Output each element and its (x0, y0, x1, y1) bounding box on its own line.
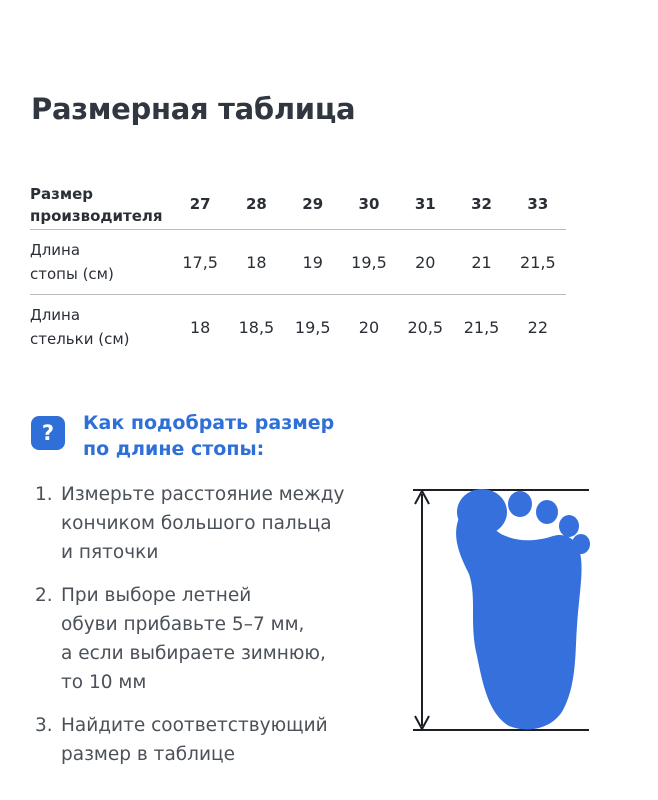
step-line: Измерьте расстояние между (61, 484, 345, 505)
foot-length-label (30, 230, 172, 295)
insole-length-label-line-2: стельки (см) (30, 330, 130, 348)
size-cell: 31 (414, 194, 436, 213)
foot-length-cell: 20 (397, 230, 453, 295)
question-icon: ? (31, 416, 65, 450)
foot-length-row (30, 230, 566, 295)
step-number: 2. (35, 585, 53, 606)
size-header-row (30, 178, 566, 230)
foot-length-label-line-2: стопы (см) (30, 265, 114, 283)
insole-length-label (30, 295, 172, 360)
insole-length-row (30, 295, 566, 360)
step-number: 1. (35, 484, 53, 505)
insole-length-cell: 22 (510, 295, 566, 360)
size-cell: 30 (358, 194, 380, 213)
size-cell: 28 (245, 194, 267, 213)
step-2 (35, 581, 385, 697)
help-title (83, 410, 334, 462)
foot-length-cell: 19,5 (341, 230, 397, 295)
insole-length-cell: 19,5 (285, 295, 341, 360)
size-header-label (30, 178, 172, 230)
insole-length-cell: 18,5 (228, 295, 284, 360)
size-header-label-line-1: Размер (30, 184, 94, 203)
step-line: При выборе летней (61, 585, 252, 606)
foot-icon (456, 489, 590, 729)
step-line: Найдите соответствующий (61, 715, 328, 736)
step-line: обуви прибавьте 5–7 мм, (61, 614, 305, 635)
step-line: размер в таблице (61, 744, 236, 765)
step-line: и пяточки (61, 542, 159, 563)
foot-length-cell: 18 (228, 230, 284, 295)
insole-length-cell: 20 (341, 295, 397, 360)
foot-length-cell: 21 (453, 230, 509, 295)
size-header-label-line-2: производителя (30, 206, 163, 225)
insole-length-label-line-1: Длина (30, 306, 81, 324)
foot-measure-diagram (405, 480, 595, 740)
foot-length-cell: 21,5 (510, 230, 566, 295)
insole-length-cell: 18 (172, 295, 228, 360)
help-title-line-1: Как подобрать размер (83, 412, 335, 434)
foot-length-cell: 17,5 (172, 230, 228, 295)
foot-length-label-line-1: Длина (30, 241, 81, 259)
step-number: 3. (35, 715, 53, 736)
insole-length-cell: 20,5 (397, 295, 453, 360)
step-3 (35, 711, 385, 769)
size-table (30, 178, 566, 359)
step-1 (35, 480, 385, 567)
step-line: а если выбираете зимнюю, (61, 643, 326, 664)
instruction-list (35, 480, 385, 783)
size-cell: 32 (471, 194, 492, 213)
size-cell: 29 (302, 194, 324, 213)
step-line: то 10 мм (61, 672, 147, 693)
page-title: Размерная таблица (31, 92, 356, 126)
insole-length-cell: 21,5 (453, 295, 509, 360)
step-line: кончиком большого пальца (61, 513, 332, 534)
size-cell: 27 (189, 194, 211, 213)
help-title-line-2: по длине стопы: (83, 438, 265, 460)
foot-length-cell: 19 (285, 230, 341, 295)
size-cell: 33 (527, 194, 549, 213)
